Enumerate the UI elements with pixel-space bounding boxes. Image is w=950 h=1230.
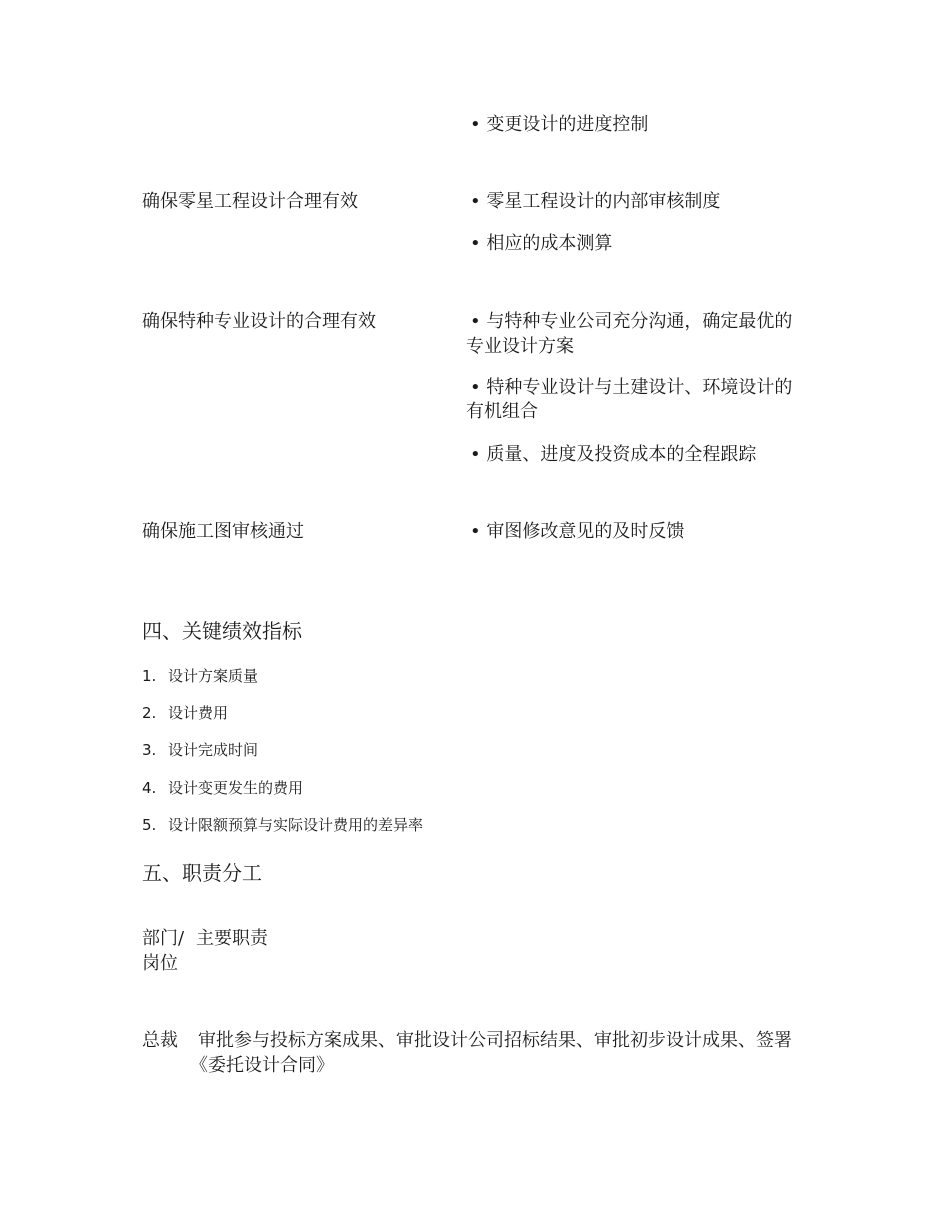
kpi-item [142, 666, 258, 686]
bullet-text-continuation: 有机组合 [466, 401, 538, 422]
bullet-text: 质量、进度及投资成本的全程跟踪 [486, 444, 757, 465]
bullet-glyph: • [470, 521, 481, 542]
kpi-item [142, 778, 303, 798]
bullet-item [470, 113, 648, 137]
kpi-text: 设计完成时间 [168, 741, 259, 759]
bullet-text: 零星工程设计的内部审核制度 [486, 191, 721, 212]
bullet-glyph: • [470, 311, 481, 332]
kpi-text: 设计变更发生的费用 [168, 779, 304, 797]
kpi-text: 设计限额预算与实际设计费用的差异率 [168, 816, 424, 834]
kpi-number: 4. [142, 779, 157, 797]
kpi-number: 5. [142, 816, 157, 834]
goal-label: 确保施工图审核通过 [142, 521, 304, 542]
kpi-number: 3. [142, 741, 157, 759]
section-heading: 四、关键绩效指标 [142, 619, 302, 643]
bullet-glyph: • [470, 444, 481, 465]
bullet-item [470, 520, 684, 544]
table-header-dept-cont: 岗位 [142, 953, 178, 974]
section-heading: 五、职责分工 [142, 861, 262, 885]
table-cell-dept: 总裁 [142, 1030, 178, 1051]
bullet-glyph: • [470, 191, 481, 212]
table-cell-duty-cont: 《委托设计合同》 [190, 1055, 334, 1076]
bullet-text: 特种专业设计与土建设计、环境设计的 [486, 377, 793, 398]
bullet-text: 与特种专业公司充分沟通，确定最优的 [486, 311, 793, 332]
kpi-item [142, 815, 423, 835]
bullet-glyph: • [470, 377, 481, 398]
bullet-item [470, 232, 612, 256]
bullet-item [470, 190, 720, 214]
bullet-item [470, 443, 756, 467]
kpi-item [142, 740, 258, 760]
goal-label: 确保零星工程设计合理有效 [142, 191, 358, 212]
table-header-dept: 部门/ [142, 928, 185, 949]
kpi-item [142, 703, 228, 723]
table-cell-duty: 审批参与投标方案成果、审批设计公司招标结果、审批初步设计成果、签署 [198, 1030, 792, 1051]
bullet-text: 审图修改意见的及时反馈 [486, 521, 685, 542]
kpi-text: 设计费用 [168, 704, 229, 722]
table-header-duty: 主要职责 [196, 928, 268, 949]
bullet-item [470, 376, 792, 400]
bullet-text-continuation: 专业设计方案 [466, 336, 574, 357]
kpi-number: 2. [142, 704, 157, 722]
goal-label: 确保特种专业设计的合理有效 [142, 311, 376, 332]
bullet-item [470, 310, 792, 334]
kpi-number: 1. [142, 667, 157, 685]
bullet-text: 相应的成本测算 [486, 233, 613, 254]
bullet-glyph: • [470, 114, 481, 135]
bullet-glyph: • [470, 233, 481, 254]
bullet-text: 变更设计的进度控制 [486, 114, 649, 135]
kpi-text: 设计方案质量 [168, 667, 259, 685]
